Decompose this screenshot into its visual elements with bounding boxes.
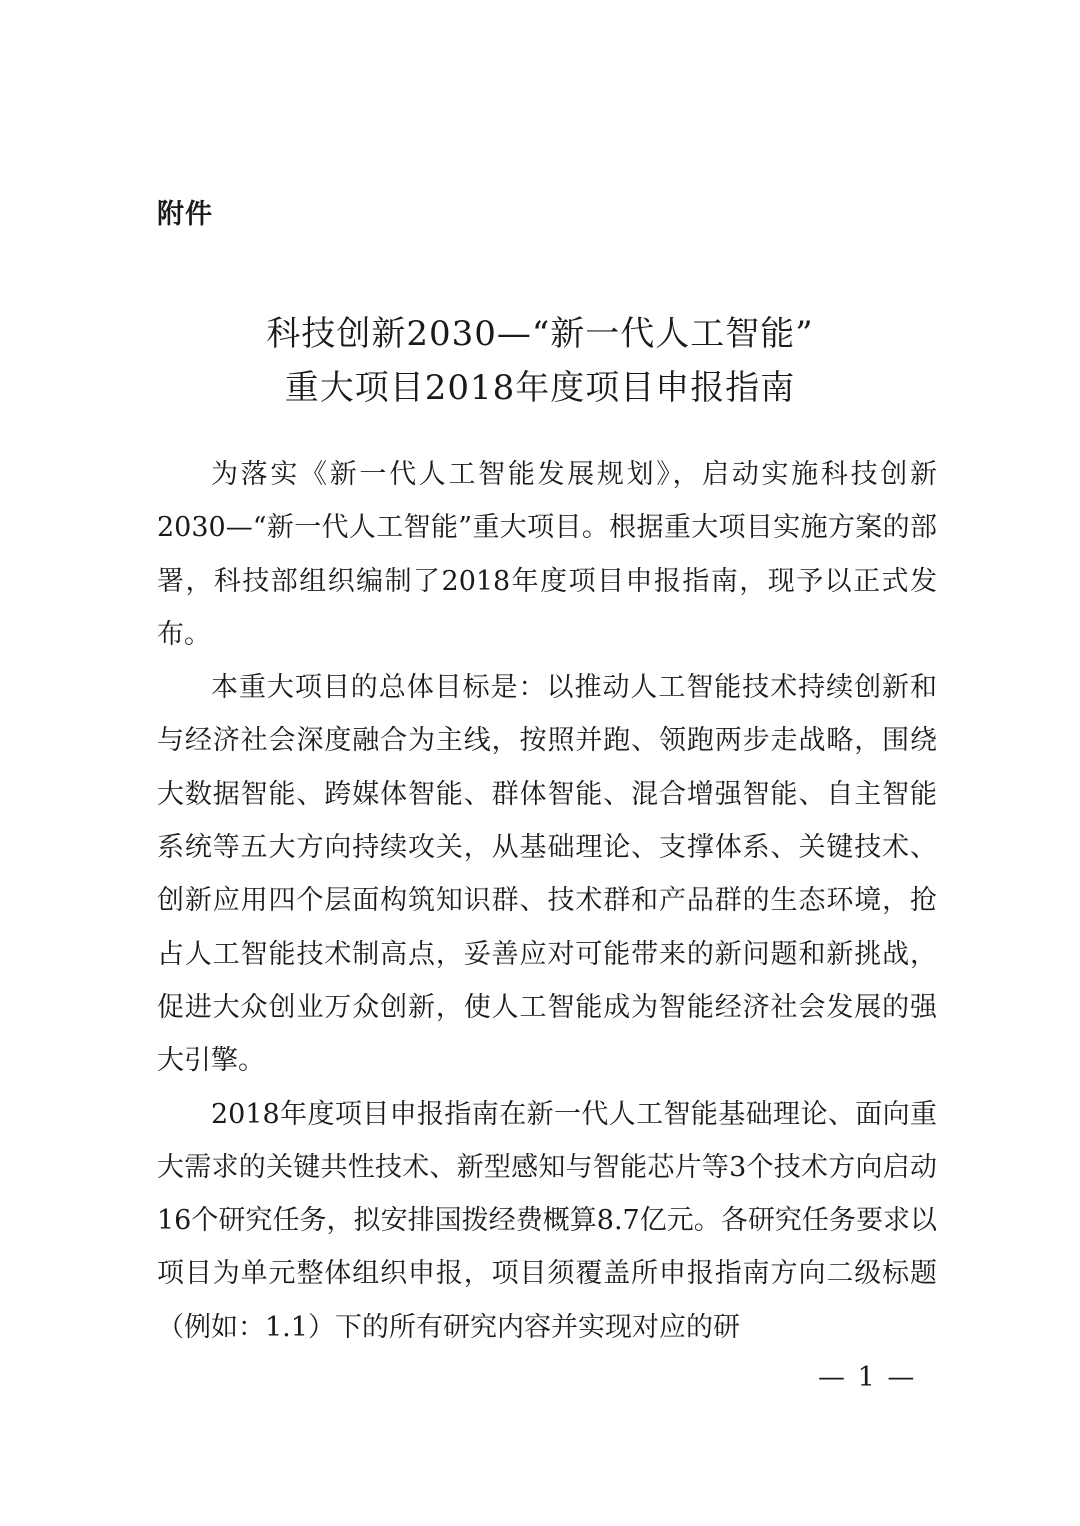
body-paragraph-2: 本重大项目的总体目标是：以推动人工智能技术持续创新和与经济社会深度融合为主线，按照并跑、领跑两步走战略，围绕大数据智能、跨媒体智能、群体智能、混合增强智能、自主智能系统等五大方向持续攻关，从基础理论、支撑体系、关键技术、创新应用四个层面构筑知识群、技术群和产品群的生态环境，抢占人工智能技术制高点，妥善应对可能带来的新问题和新挑战，促进大众创业万众创新，使人工智能成为智能经济社会发展的强大引擎。 — [157, 672, 937, 1077]
document-title-line-2: 重大项目2018年度项目申报指南 — [284, 368, 796, 408]
page-number: — 1 — — [818, 1362, 917, 1393]
body-paragraph-1: 为落实《新一代人工智能发展规划》，启动实施科技创新2030—“新一代人工智能”重大项目。根据重大项目实施方案的部署，科技部组织编制了2018年度项目申报指南，现予以正式发布。 — [157, 459, 937, 650]
body-paragraph-3: 2018年度项目申报指南在新一代人工智能基础理论、面向重大需求的关键共性技术、新型感知与智能芯片等3个技术方向启动16个研究任务，拟安排国拨经费概算8.7亿元。各研究任务要求以项目为单元整体组织申报，项目须覆盖所申报指南方向二级标题（例如：1.1）下的所有研究内容并实现对应的研 — [157, 1098, 937, 1343]
document-body — [157, 448, 937, 1354]
attachment-label: 附件 — [157, 199, 213, 230]
document-title-line-1: 科技创新2030—“新一代人工智能” — [266, 314, 814, 354]
